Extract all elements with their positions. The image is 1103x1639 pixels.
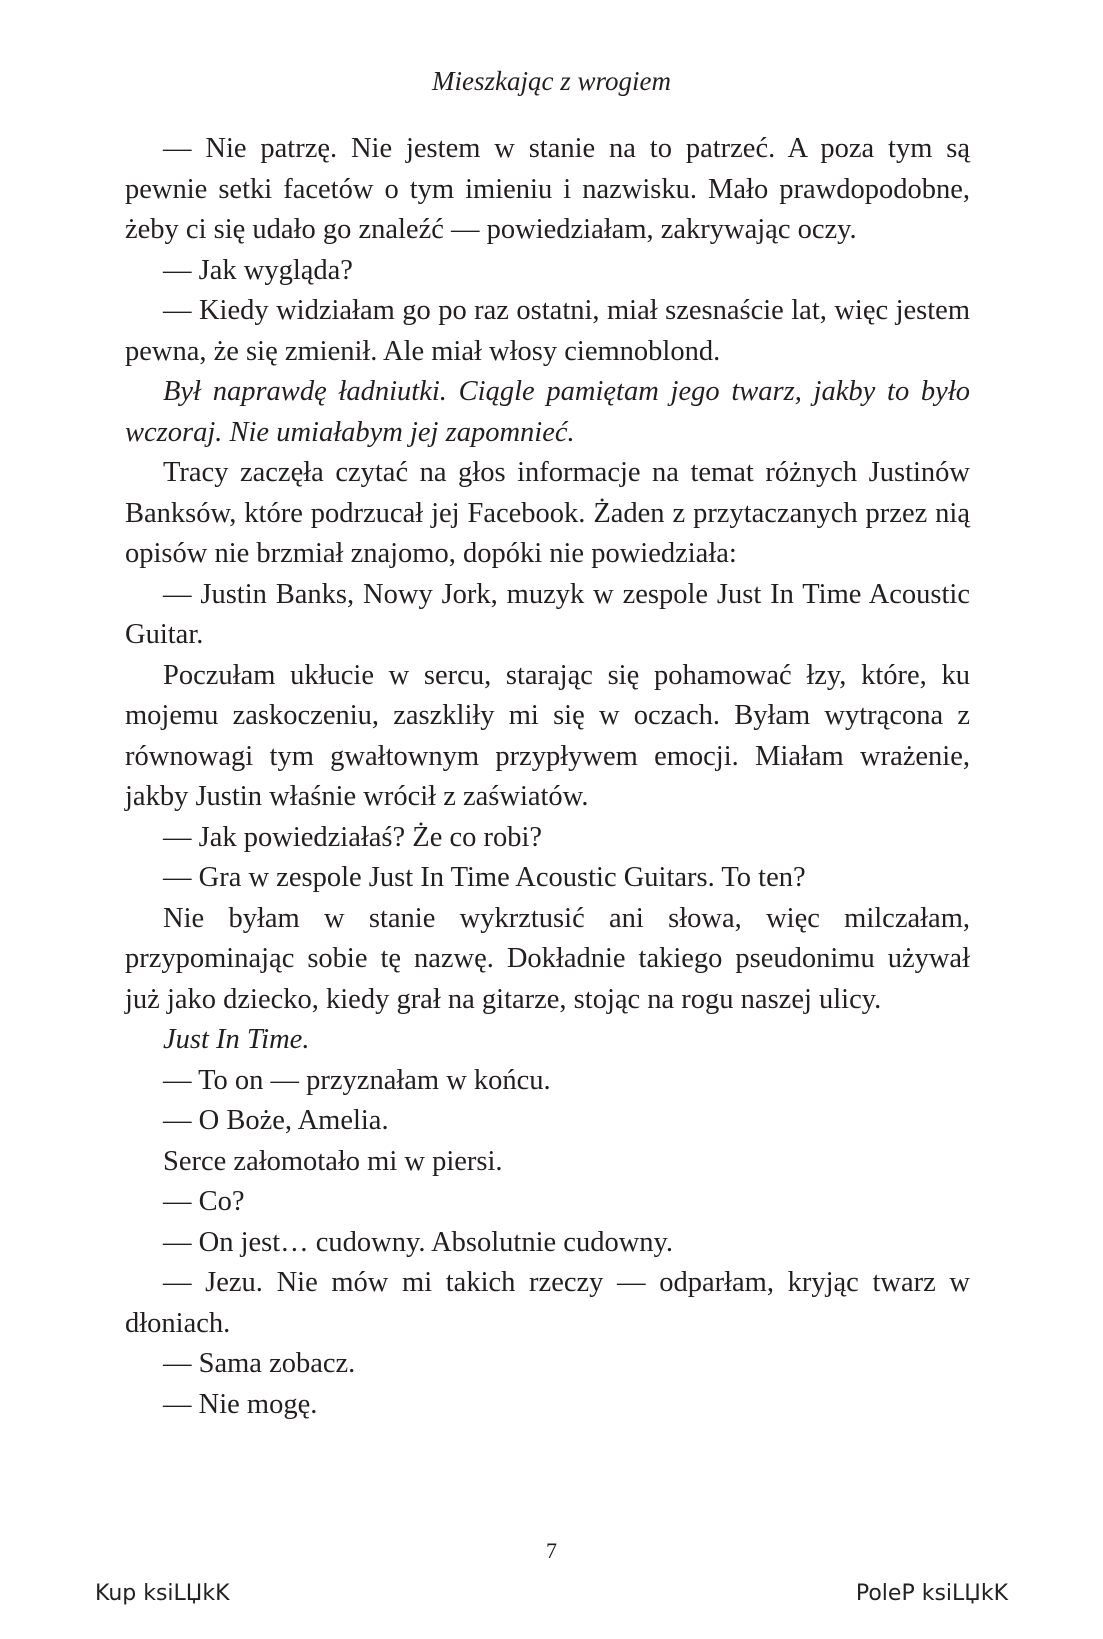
paragraph: — Gra w zespole Just In Time Acoustic Guitars. To ten? xyxy=(163,862,806,893)
paragraph: — To on — przyznałam w końcu. xyxy=(163,1064,551,1096)
recommend-book-link[interactable]: PoleP ksiLЏkK xyxy=(855,1581,1008,1606)
paragraph-italic: Był naprawdę ładniutki. Ciągle pamiętam jego twarz, jakby to było wczoraj. Nie umiałabym jej zapomnieć. xyxy=(125,376,970,448)
buy-book-link[interactable]: Kup ksiLЏkK xyxy=(95,1581,230,1606)
paragraph: Serce załomotało mi w piersi. xyxy=(163,1145,503,1177)
paragraph: Nie byłam w stanie wykrztusić ani słowa, więc milczałam, przypominając sobie tę nazwę. Dokładnie takiego pseudonimu używał już jako dziecko, kiedy grał na gitarze, stojąc na rogu naszej ulicy. xyxy=(125,902,970,1015)
paragraph-italic: Just In Time. xyxy=(163,1024,310,1055)
paragraph: — Nie patrzę. Nie jestem w stanie na to patrzeć. A poza tym są pewnie setki facetów o tym imieniu i nazwisku. Mało prawdopodobne, żeby ci się udało go znaleźć — powiedziałam, zakrywając oczy. xyxy=(125,133,970,245)
paragraph: — O Boże, Amelia. xyxy=(163,1105,389,1136)
paragraph: — Co? xyxy=(163,1186,245,1217)
paragraph: Tracy zaczęła czytać na głos informacje na temat różnych Justinów Banksów, które podrzucał jej Facebook. Żaden z przytaczanych przez nią opisów nie brzmiał znajomo, dopóki nie powiedziała: xyxy=(125,457,970,569)
paragraph: — Jak wygląda? xyxy=(163,254,353,286)
paragraph: — Kiedy widziałam go po raz ostatni, miał szesnaście lat, więc jestem pewna, że się zmienił. Ale miał włosy ciemnoblond. xyxy=(125,295,970,367)
paragraph: — On jest… cudowny. Absolutnie cudowny. xyxy=(163,1226,674,1258)
running-head: Mieszkając z wrogiem xyxy=(432,66,671,96)
paragraph: Poczułam ukłucie w sercu, starając się pohamować łzy, które, ku mojemu zaskoczeniu, zaszkliły mi się w oczach. Byłam wytrącona z równowagi tym gwałtownym przypływem emocji. Miałam wrażenie, jakby Justin właśnie wrócił z zaświatów. xyxy=(125,659,970,812)
paragraph: — Sama zobacz. xyxy=(163,1348,356,1379)
paragraph: — Nie mogę. xyxy=(163,1388,318,1420)
paragraph: — Jezu. Nie mów mi takich rzeczy — odparłam, kryjąc twarz w dłoniach. xyxy=(125,1267,970,1339)
body-text xyxy=(125,129,970,1425)
page-number: 7 xyxy=(546,1538,557,1563)
paragraph: — Jak powiedziałaś? Że co robi? xyxy=(163,821,543,853)
paragraph: — Justin Banks, Nowy Jork, muzyk w zespole Just In Time Acoustic Guitar. xyxy=(125,578,970,650)
